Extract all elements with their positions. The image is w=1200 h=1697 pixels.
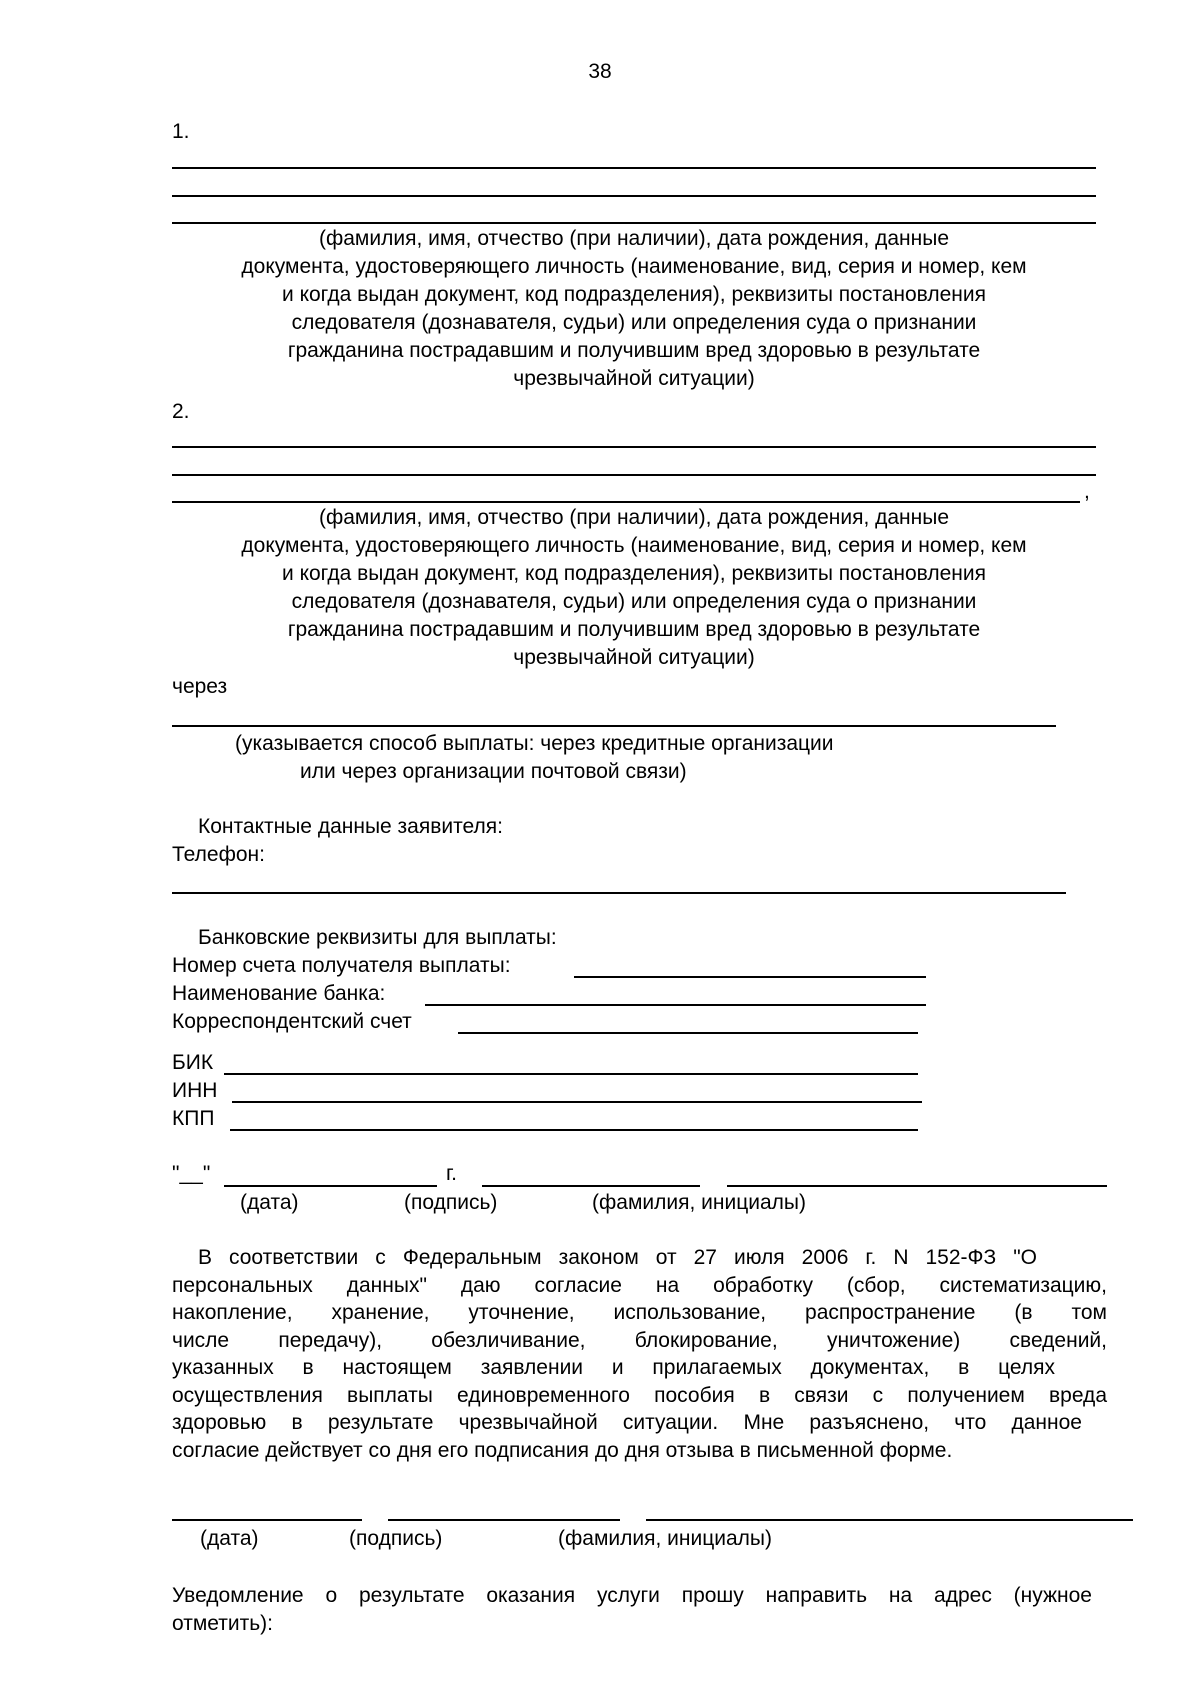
account-line[interactable] <box>574 976 926 978</box>
consent-line: осуществления выплаты единовременного пособия в связи с получением вреда <box>172 1383 1107 1407</box>
section-1-line-1[interactable] <box>172 167 1096 169</box>
consent-paragraph <box>172 1244 1107 1464</box>
bank-name-label: Наименование банка: <box>172 982 386 1005</box>
year-suffix: г. <box>446 1162 457 1185</box>
payment-caption-line-1: (указывается способ выплаты: через кредитные организации <box>235 732 834 755</box>
payment-via-label: через <box>172 675 228 698</box>
page-number: 38 <box>588 60 612 83</box>
inn-line[interactable] <box>232 1101 922 1103</box>
caption-line: (фамилия, имя, отчество (при наличии), дата рождения, данные <box>318 227 950 250</box>
name-caption: (фамилия, инициалы) <box>592 1191 806 1214</box>
caption-line: и когда выдан документ, код подразделения), реквизиты постановления <box>282 283 986 306</box>
caption-line: гражданина пострадавшим и получившим вред здоровью в результате <box>287 618 981 641</box>
notification-paragraph <box>172 1582 1107 1637</box>
date-line-2[interactable] <box>172 1519 362 1521</box>
caption-line: (фамилия, имя, отчество (при наличии), дата рождения, данные <box>318 506 950 529</box>
consent-line: указанных в настоящем заявлении и прилагаемых документах, в целях <box>172 1356 1055 1379</box>
kpp-label: КПП <box>172 1107 215 1130</box>
corr-account-label: Корреспондентский счет <box>172 1010 412 1033</box>
phone-line[interactable] <box>172 892 1066 894</box>
section-2-line-3[interactable] <box>172 501 1080 503</box>
consent-line: персональных данных" даю согласие на обработку (сбор, систематизацию, <box>172 1273 1107 1297</box>
name-caption-2: (фамилия, инициалы) <box>558 1527 772 1550</box>
consent-line: числе передачу), обезличивание, блокирование, уничтожение) сведений, <box>172 1328 1107 1352</box>
kpp-line[interactable] <box>230 1129 918 1131</box>
inn-label: ИНН <box>172 1079 218 1102</box>
caption-line: следователя (дознавателя, судьи) или определения суда о признании <box>291 590 977 613</box>
date-line[interactable] <box>224 1185 437 1187</box>
consent-line: здоровью в результате чрезвычайной ситуации. Мне разъяснено, что данное <box>172 1411 1082 1434</box>
name-line[interactable] <box>727 1185 1107 1187</box>
section-2-line-1[interactable] <box>172 446 1096 448</box>
notification-line: отметить): <box>172 1611 273 1635</box>
caption-line: чрезвычайной ситуации) <box>513 367 755 390</box>
caption-line: документа, удостоверяющего личность (наименование, вид, серия и номер, кем <box>241 255 1027 278</box>
consent-line: согласие действует со дня его подписания до дня отзыва в письменной форме. <box>172 1438 953 1462</box>
caption-line: следователя (дознавателя, судьи) или определения суда о признании <box>291 311 977 334</box>
payment-method-line[interactable] <box>172 725 1056 727</box>
caption-line: документа, удостоверяющего личность (наименование, вид, серия и номер, кем <box>241 534 1027 557</box>
notification-line: Уведомление о результате оказания услуги прошу направить на адрес (нужное <box>172 1584 1092 1607</box>
bank-name-line[interactable] <box>425 1004 926 1006</box>
date-caption-2: (дата) <box>200 1527 259 1550</box>
signature-caption: (подпись) <box>404 1191 498 1214</box>
caption-line: и когда выдан документ, код подразделения), реквизиты постановления <box>282 562 986 585</box>
bank-heading: Банковские реквизиты для выплаты: <box>198 926 557 949</box>
section-1-number: 1. <box>172 120 190 143</box>
section-1-line-2[interactable] <box>172 195 1096 197</box>
signature-caption-2: (подпись) <box>349 1527 443 1550</box>
bik-label: БИК <box>172 1051 214 1074</box>
consent-line: накопление, хранение, уточнение, использование, распространение (в том <box>172 1301 1107 1324</box>
day-quote: "__" <box>172 1162 211 1185</box>
caption-line: гражданина пострадавшим и получившим вред здоровью в результате <box>287 339 981 362</box>
section-1-line-3[interactable] <box>172 222 1096 224</box>
section-2-line-2[interactable] <box>172 474 1096 476</box>
date-caption: (дата) <box>240 1191 299 1214</box>
corr-account-line[interactable] <box>458 1032 918 1034</box>
signature-line[interactable] <box>482 1185 700 1187</box>
bik-line[interactable] <box>224 1073 918 1075</box>
name-line-2[interactable] <box>646 1519 1133 1521</box>
contacts-heading: Контактные данные заявителя: <box>198 815 503 838</box>
signature-line-2[interactable] <box>388 1519 620 1521</box>
section-2-number: 2. <box>172 400 190 423</box>
caption-line: чрезвычайной ситуации) <box>513 646 755 669</box>
phone-label: Телефон: <box>172 843 265 866</box>
account-label: Номер счета получателя выплаты: <box>172 954 511 977</box>
payment-caption-line-2: или через организации почтовой связи) <box>300 760 687 783</box>
consent-line: В соответствии с Федеральным законом от 27 июля 2006 г. N 152-ФЗ "О <box>198 1246 1037 1269</box>
section-2-comma: , <box>1084 480 1090 503</box>
